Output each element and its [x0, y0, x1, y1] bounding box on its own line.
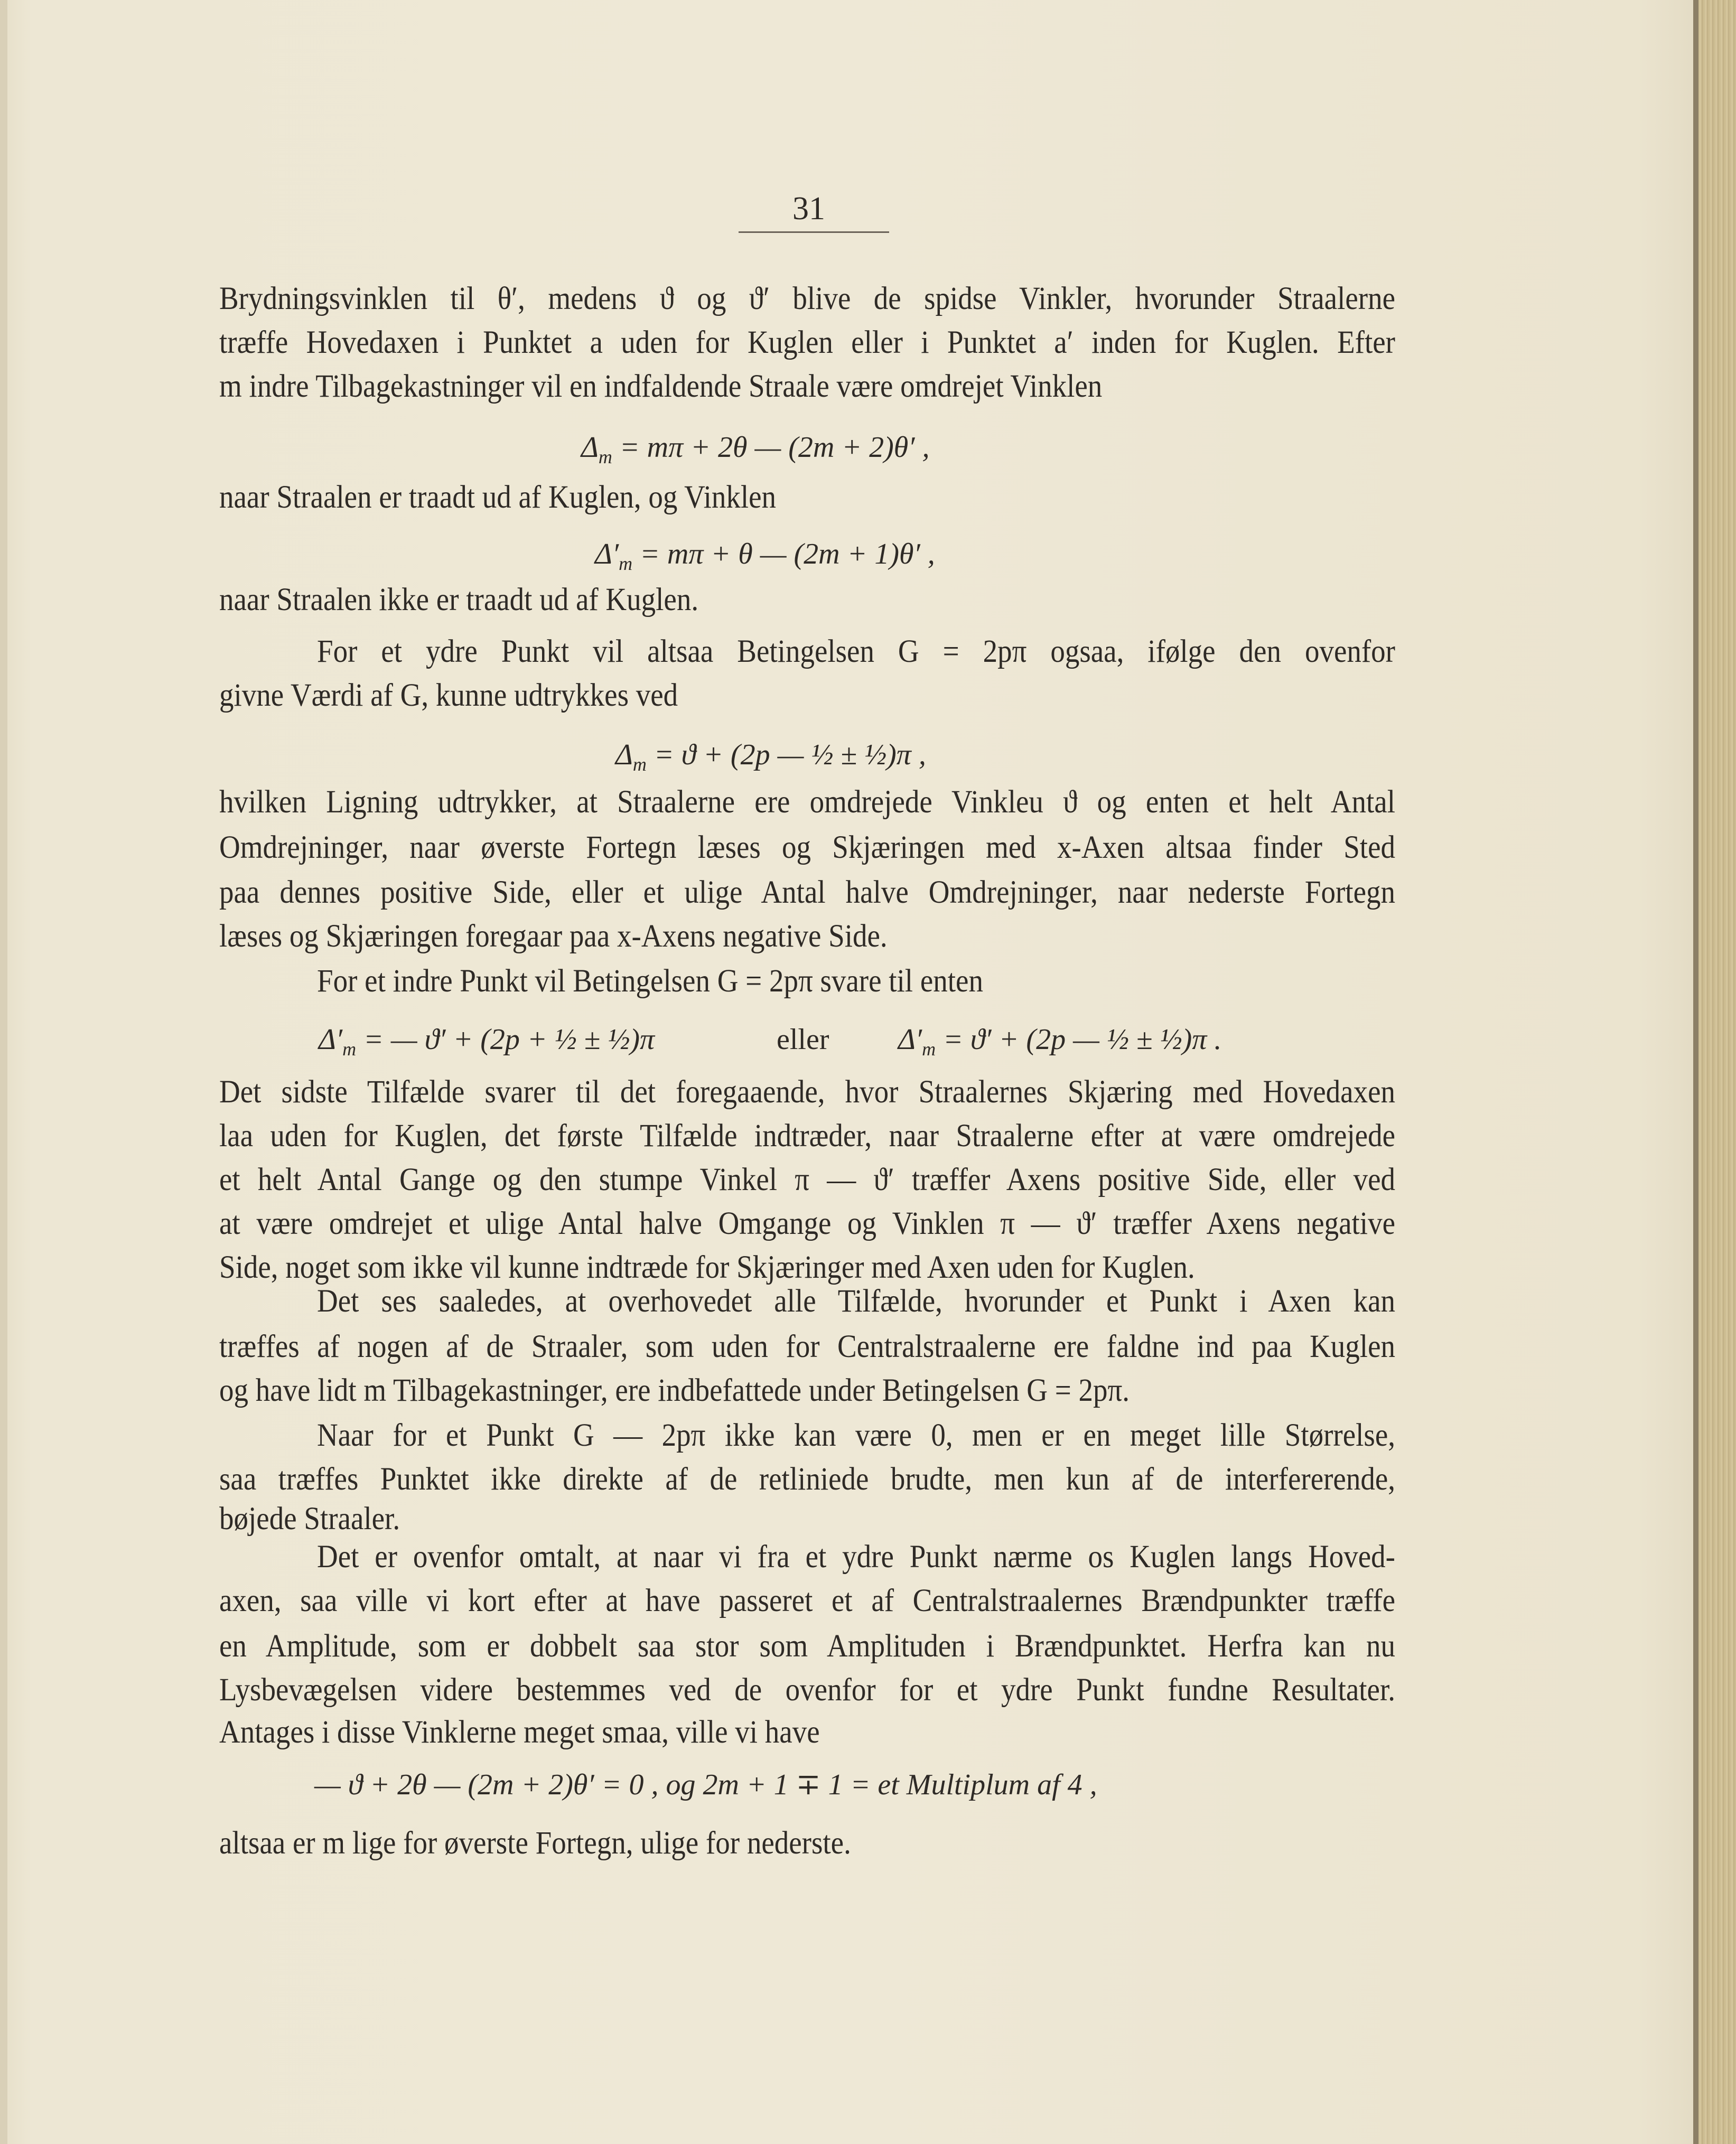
- eq-lhs: Δ′: [898, 1023, 922, 1056]
- text-line: naar Straalen er traadt ud af Kuglen, og Vinklen: [219, 479, 777, 515]
- eq-sub: m: [632, 754, 647, 775]
- eq-lhs: Δ′: [319, 1023, 343, 1056]
- text-line: Lysbevægelsen videre bestemmes ved de ovenfor for et ydre Punkt fundne Resultater.: [219, 1671, 1395, 1708]
- eq-lhs: Δ: [581, 431, 599, 464]
- eq-rhs: = mπ + 2θ — (2m + 2)θ′ ,: [612, 431, 930, 464]
- text-line: Antages i disse Vinklerne meget smaa, ville vi have: [219, 1714, 820, 1750]
- text-line: paa dennes positive Side, eller et ulige Antal halve Omdrejninger, naar nederste Fortegn: [219, 874, 1395, 910]
- text-line: naar Straalen ikke er traadt ud af Kuglen.: [219, 581, 699, 617]
- eq-lhs: Δ: [615, 738, 633, 771]
- text-line: Brydningsvinklen til θ′, medens ϑ og ϑ′ blive de spidse Vinkler, hvorunder Straalerne: [219, 280, 1395, 316]
- text-line: bøjede Straaler.: [219, 1500, 400, 1537]
- page-number-rule: [739, 231, 889, 233]
- text-line: læses og Skjæringen foregaar paa x-Axens negative Side.: [219, 917, 888, 954]
- page-number: 31: [792, 191, 825, 227]
- equation-5: — ϑ + 2θ — (2m + 2)θ′ = 0 , og 2m + 1 ∓ 1 = et Multiplum af 4 ,: [314, 1768, 1097, 1801]
- text-line: Side, noget som ikke vil kunne indtræde for Skjæringer med Axen uden for Kuglen.: [219, 1249, 1195, 1285]
- text-line: en Amplitude, som er dobbelt saa stor som Amplituden i Brændpunktet. Herfra kan nu: [219, 1627, 1395, 1664]
- equation-4a: [319, 1018, 655, 1070]
- text-line: træffes af nogen af de Straaler, som uden for Centralstraalerne ere faldne ind paa Kuglen: [219, 1328, 1395, 1364]
- text-line: m indre Tilbagekastninger vil en indfaldende Straale være omdrejet Vinklen: [219, 368, 1103, 404]
- page-stack-edge: [1698, 0, 1736, 2144]
- text-line: at være omdrejet et ulige Antal halve Omgange og Vinklen π — ϑ′ træffer Axens negative: [219, 1205, 1395, 1241]
- text-line: et helt Antal Gange og den stumpe Vinkel π — ϑ′ træffer Axens positive Side, eller ved: [219, 1161, 1395, 1197]
- text-line: For et ydre Punkt vil altsaa Betingelsen G = 2pπ ogsaa, ifølge den ovenfor: [317, 633, 1395, 669]
- equation-2: [595, 533, 935, 585]
- text-line: Det sidste Tilfælde svarer til det foregaaende, hvor Straalernes Skjæring med Hovedaxen: [219, 1073, 1395, 1110]
- eq-rhs: = ϑ + (2p — ½ ± ½)π ,: [646, 738, 926, 771]
- page-left-edge: [0, 0, 7, 2144]
- text-line: Naar for et Punkt G — 2pπ ikke kan være 0, men er en meget lille Størrelse,: [317, 1417, 1395, 1453]
- eq-rhs: = — ϑ′ + (2p + ½ ± ½)π: [356, 1023, 655, 1056]
- eq-sub: m: [619, 553, 633, 575]
- eq-rhs: = mπ + θ — (2m + 1)θ′ ,: [632, 538, 935, 570]
- text-line: Omdrejninger, naar øverste Fortegn læses og Skjæringen med x-Axen altsaa finder Sted: [219, 829, 1395, 865]
- text-line: laa uden for Kuglen, det første Tilfælde indtræder, naar Straalerne efter at være omdrejede: [219, 1117, 1395, 1154]
- eq-sub: m: [922, 1038, 936, 1060]
- text-line: træffe Hovedaxen i Punktet a uden for Kuglen eller i Punktet a′ inden for Kuglen. Efter: [219, 324, 1395, 360]
- equation-1: [581, 426, 930, 478]
- eq-lhs: Δ′: [595, 538, 619, 570]
- eq-rhs: = ϑ′ + (2p — ½ ± ½)π .: [936, 1023, 1222, 1056]
- eq-sub: m: [342, 1038, 357, 1060]
- eq-sub: m: [598, 446, 612, 468]
- equation-4b: [898, 1018, 1221, 1070]
- text-line: givne Værdi af G, kunne udtrykkes ved: [219, 677, 678, 713]
- text-line: altsaa er m lige for øverste Fortegn, ulige for nederste.: [219, 1824, 851, 1861]
- text-line: hvilken Ligning udtrykker, at Straalerne ere omdrejede Vinkleu ϑ og enten et helt Antal: [219, 783, 1395, 820]
- text-line: For et indre Punkt vil Betingelsen G = 2pπ svare til enten: [317, 962, 983, 999]
- text-line: Det er ovenfor omtalt, at naar vi fra et ydre Punkt nærme os Kuglen langs Hoved-: [317, 1538, 1395, 1575]
- equation-3: [615, 734, 926, 785]
- text-line: og have lidt m Tilbagekastninger, ere indbefattede under Betingelsen G = 2pπ.: [219, 1372, 1130, 1408]
- text-line: Det ses saaledes, at overhovedet alle Tilfælde, hvorunder et Punkt i Axen kan: [317, 1282, 1395, 1319]
- equation-connector: eller: [777, 1023, 829, 1056]
- text-line: axen, saa ville vi kort efter at have passeret et af Centralstraalernes Brændpunkter træffe: [219, 1582, 1395, 1618]
- text-line: saa træffes Punktet ikke direkte af de retliniede brudte, men kun af de interfererende,: [219, 1460, 1395, 1497]
